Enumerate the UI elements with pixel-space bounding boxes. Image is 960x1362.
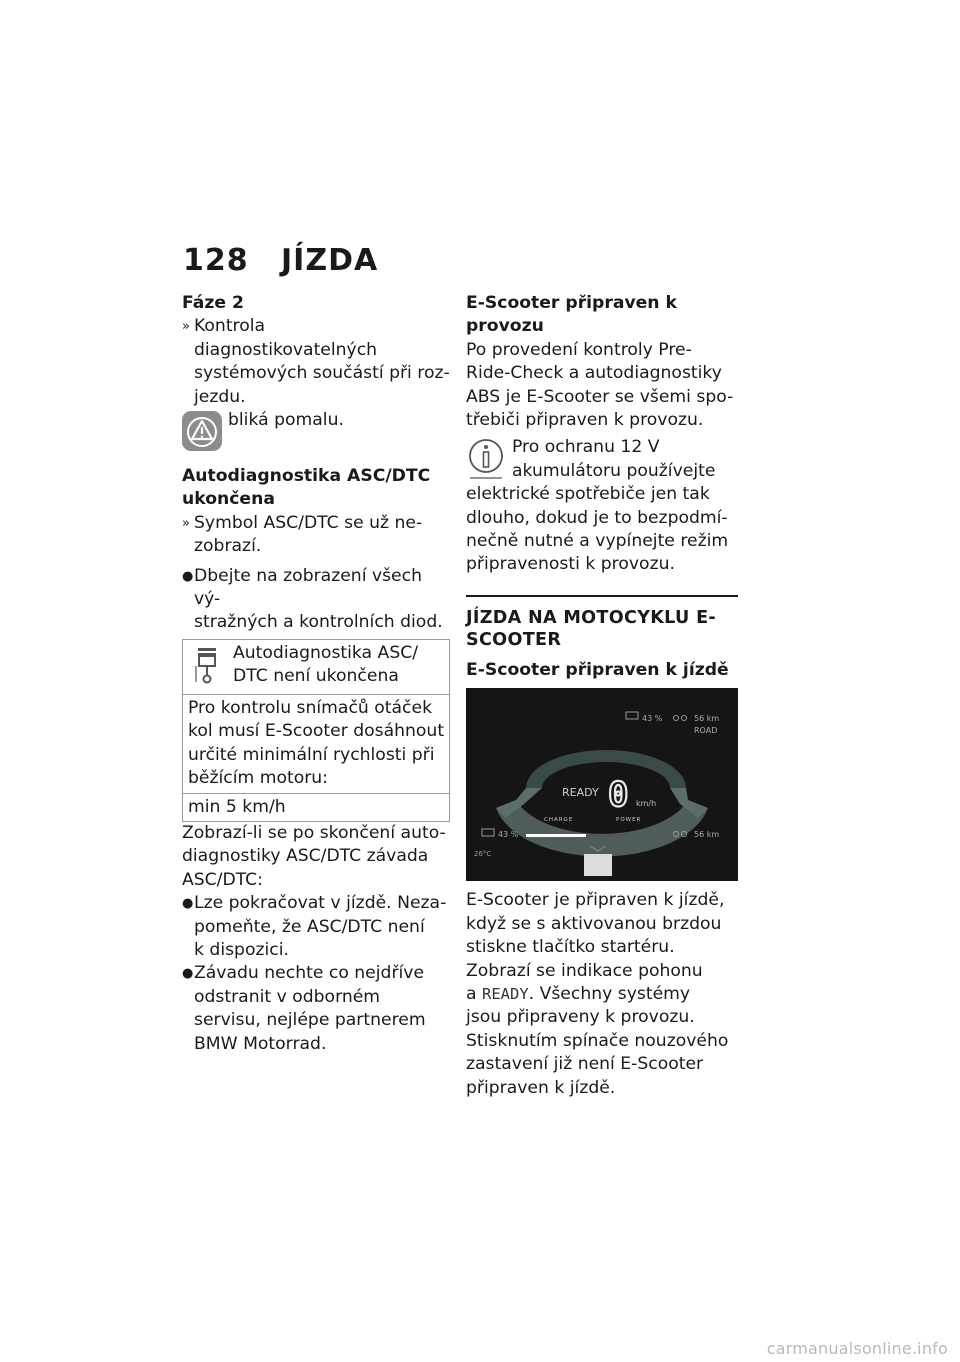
text-fragment: . Všechny systémy	[528, 983, 691, 1004]
bullet-icon: ●	[182, 896, 194, 912]
section-divider	[466, 595, 738, 597]
text-line: Dbejte na zobrazení všech vý-	[194, 565, 422, 610]
text-line: běžícím motoru:	[188, 768, 328, 789]
battery-top: 43 %	[642, 714, 663, 724]
battery-note	[466, 436, 738, 576]
power-label: POWER	[616, 817, 642, 824]
text-line: Pro kontrolu snímačů otáček	[188, 697, 433, 718]
ride-heading: E-Scooter připraven k jízdě	[466, 659, 729, 680]
table-body-row	[183, 694, 449, 793]
text-line: Zobrazí se indikace pohonu	[466, 960, 703, 981]
indicator-bullet	[182, 565, 450, 635]
text-line: jezdu.	[194, 386, 246, 407]
text-line: Pro ochranu 12 V	[512, 437, 660, 458]
text-line: Kontrola diagnostikovatelných	[194, 316, 378, 360]
bullet-icon: ●	[182, 568, 194, 584]
text-line: Ride-Check a autodiagnostiky	[466, 363, 722, 384]
watermark: carmanualsonline.info	[766, 1339, 948, 1358]
text-line: systémových součástí při roz-	[194, 363, 450, 384]
page-number: 128	[183, 243, 249, 278]
left-column	[182, 292, 450, 1056]
phase-item	[182, 315, 450, 409]
text-line: ABS je E-Scooter se všemi spo-	[466, 386, 734, 407]
range-bottom: 56 km	[694, 830, 720, 840]
text-line: zastavení již není E-Scooter	[466, 1054, 704, 1075]
fault-paragraph	[182, 822, 450, 892]
text-line: k dispozici.	[194, 939, 289, 960]
text-line: odstranit v odborném	[194, 986, 381, 1007]
text-line-with-mono	[466, 983, 738, 1006]
power-indicator	[584, 854, 612, 876]
page-header	[183, 243, 378, 278]
blink-text: bliká pomalu.	[228, 410, 344, 431]
chapter-title: JÍZDA	[281, 243, 379, 278]
right-column	[466, 292, 738, 1100]
text-line: elektrické spotřebiče jen tak	[466, 484, 710, 505]
speed-unit: km/h	[636, 799, 657, 809]
text-line: Lze pokračovat v jízdě. Neza-	[194, 893, 447, 914]
autodiag-heading	[182, 465, 450, 512]
continue-bullet	[182, 892, 450, 962]
text-line: dlouho, dokud je to bezpodmí-	[466, 507, 728, 528]
text-line: když se s aktivovanou brzdou	[466, 913, 722, 934]
text-line: DTC není ukončena	[233, 666, 399, 687]
text-line: Po provedení kontroly Pre-	[466, 339, 692, 360]
text-line: Závadu nechte co nejdříve	[194, 963, 425, 984]
table-title-row	[183, 640, 449, 694]
text-line: pomeňte, že ASC/DTC není	[194, 916, 425, 937]
text-line: stiskne tlačítko startéru.	[466, 937, 675, 958]
text-line: kol musí E-Scooter dosáhnout	[188, 721, 445, 742]
text-line: akumulátoru používejte	[512, 460, 716, 481]
autodiag-item	[182, 512, 450, 559]
table-value-row	[183, 793, 449, 821]
speed-note-table	[182, 639, 450, 822]
riding-mode: ROAD	[694, 726, 718, 736]
battery-bottom: 43 %	[498, 830, 519, 840]
text-line: třebiči připraven k provozu.	[466, 410, 704, 431]
text-line: stražných a kontrolních diod.	[194, 612, 443, 633]
charge-label: CHARGE	[544, 817, 574, 824]
text-line: Stisknutím spínače nouzového	[466, 1030, 729, 1051]
text-line: servisu, nejlépe partnerem	[194, 1010, 426, 1031]
text-line: diagnostiky ASC/DTC závada	[182, 846, 429, 867]
blink-row	[182, 409, 450, 455]
heading-line: Autodiagnostika ASC/DTC	[182, 466, 431, 487]
text-line: E-Scooter je připraven k jízdě,	[466, 890, 725, 911]
text-line: ASC/DTC:	[182, 869, 263, 890]
text-line: jsou připraveny k provozu.	[466, 1007, 695, 1028]
min-speed-value: min 5 km/h	[188, 796, 286, 817]
text-line: Autodiagnostika ASC/	[233, 642, 419, 663]
bullet-icon: ●	[182, 966, 194, 982]
battery-bar-fill	[526, 834, 586, 837]
speed-value: 0	[608, 775, 629, 816]
text-line: nečně nutné a vypínejte režim	[466, 531, 729, 552]
text-line: BMW Motorrad.	[194, 1033, 327, 1054]
text-line: zobrazí.	[194, 536, 262, 557]
action-marker-icon: »	[182, 319, 190, 335]
ready-display-text: READY	[482, 984, 529, 1003]
text-line: Zobrazí-li se po skončení auto-	[182, 822, 446, 843]
phase-heading: Fáze 2	[182, 293, 244, 313]
text-line: určité minimální rychlosti při	[188, 744, 435, 765]
heading-line: ukončena	[182, 489, 275, 510]
battery-bar-rest	[588, 834, 668, 836]
engine-piston-icon	[195, 646, 219, 684]
general-warning-light-icon	[182, 411, 222, 451]
text-line: připraven k jízdě.	[466, 1077, 616, 1098]
section-title-line: SCOOTER	[466, 629, 562, 650]
info-icon	[466, 436, 506, 480]
action-marker-icon: »	[182, 515, 190, 531]
section-title-line: JÍZDA NA MOTOCYKLU E-	[466, 607, 716, 628]
ready-heading: E-Scooter připraven k provozu	[466, 293, 677, 337]
text-line: Symbol ASC/DTC se už ne-	[194, 512, 423, 533]
repair-bullet	[182, 962, 450, 1056]
ride-paragraph	[466, 889, 738, 1100]
ready-label: READY	[562, 786, 599, 800]
text-fragment: a	[466, 983, 482, 1004]
ready-paragraph	[466, 339, 738, 433]
temperature: 26°C	[474, 850, 492, 859]
text-line: připravenosti k provozu.	[466, 554, 675, 575]
section-title	[466, 607, 738, 651]
range-top: 56 km	[694, 714, 720, 724]
tft-dashboard-image	[466, 688, 738, 881]
